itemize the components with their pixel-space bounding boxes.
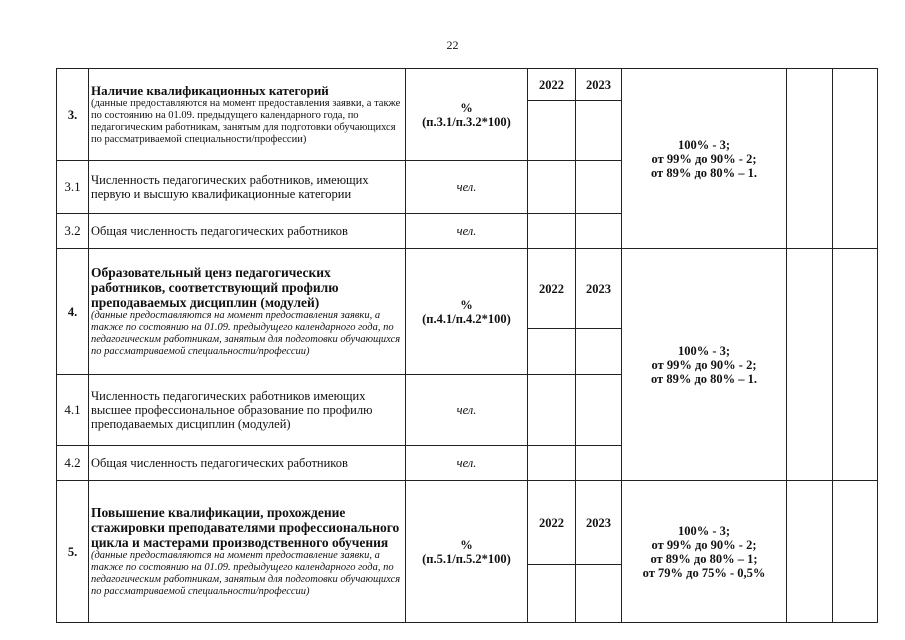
indicator-cell	[89, 69, 406, 161]
unit-cell	[406, 249, 528, 375]
empty-cell	[833, 481, 878, 623]
empty-cell	[787, 69, 833, 249]
unit-symbol: %	[460, 297, 473, 312]
criteria-line: 100% - 3;	[677, 523, 731, 538]
criteria-table	[56, 68, 878, 623]
page-number: 22	[446, 38, 459, 52]
value-cell	[576, 329, 622, 375]
indicator-cell	[89, 249, 406, 375]
value-cell	[576, 565, 622, 623]
criteria-line: от 99% до 90% - 2;	[651, 151, 757, 166]
empty-cell	[787, 481, 833, 623]
criteria-line: 100% - 3;	[677, 343, 731, 358]
row-number: 4.2	[57, 446, 89, 481]
value-cell	[528, 565, 576, 623]
value-cell	[576, 446, 622, 481]
row-number: 5.	[57, 481, 89, 623]
unit-cell: чел.	[406, 161, 528, 214]
indicator-title: Образовательный ценз педагогических работников, соответствующий профилю преподаваемых дисциплин (модулей)	[91, 265, 339, 310]
indicator-title: Наличие квалификационных категорий	[91, 83, 329, 98]
criteria-cell	[622, 249, 787, 481]
criteria-cell	[622, 481, 787, 623]
row-number: 4.	[57, 249, 89, 375]
unit-symbol: %	[460, 100, 473, 115]
value-cell	[576, 161, 622, 214]
unit-formula: (п.5.1/п.5.2*100)	[422, 551, 511, 566]
indicator-note: (данные предоставляются на момент предоставления заявки, а также по состоянию на 01.09. предыдущего календарного года, по педагогическим работникам, занятым для подготовки обучающихся по рассматриваемой специальности/профессии)	[91, 98, 401, 145]
empty-cell	[787, 249, 833, 481]
unit-formula: (п.4.1/п.4.2*100)	[422, 311, 511, 326]
value-cell	[528, 446, 576, 481]
year-cell: 2023	[576, 481, 622, 565]
row-number: 3.1	[57, 161, 89, 214]
value-cell	[576, 375, 622, 446]
row-number: 3.	[57, 69, 89, 161]
value-cell	[528, 101, 576, 161]
criteria-line: от 89% до 80% – 1.	[650, 165, 758, 180]
unit-cell: чел.	[406, 446, 528, 481]
table-row	[57, 69, 878, 101]
unit-cell	[406, 69, 528, 161]
year-cell: 2022	[528, 69, 576, 101]
value-cell	[576, 214, 622, 249]
unit-formula: (п.3.1/п.3.2*100)	[422, 114, 511, 129]
sub-indicator: Численность педагогических работников, имеющих первую и высшую квалификационные категории	[89, 161, 406, 214]
criteria-line: от 99% до 90% - 2;	[651, 357, 757, 372]
criteria-line: 100% - 3;	[677, 137, 731, 152]
row-number: 4.1	[57, 375, 89, 446]
unit-cell	[406, 481, 528, 623]
year-cell: 2023	[576, 69, 622, 101]
empty-cell	[833, 249, 878, 481]
value-cell	[528, 161, 576, 214]
table-row	[57, 249, 878, 329]
value-cell	[528, 329, 576, 375]
sub-indicator: Численность педагогических работников имеющих высшее профессиональное образование по профилю преподаваемых дисциплин (модулей)	[89, 375, 406, 446]
row-number: 3.2	[57, 214, 89, 249]
criteria-line: от 99% до 90% - 2;	[651, 537, 757, 552]
value-cell	[528, 214, 576, 249]
indicator-note: (данные предоставляются на момент предоставления заявки, а также по состоянию на 01.09. предыдущего календарного года, по педагогическим работникам, занятым для подготовки обучающихся по рассматриваемой специальности/профессии)	[91, 310, 401, 357]
criteria-cell	[622, 69, 787, 249]
value-cell	[576, 101, 622, 161]
indicator-title: Повышение квалификации, прохождение стажировки преподавателями профессионального цикла и мастерами производственного обучения	[91, 505, 400, 550]
table-row	[57, 481, 878, 565]
year-cell: 2022	[528, 249, 576, 329]
criteria-line: от 89% до 80% – 1.	[650, 371, 758, 386]
criteria-line: от 89% до 80% – 1;	[650, 551, 758, 566]
value-cell	[528, 375, 576, 446]
indicator-cell	[89, 481, 406, 623]
sub-indicator: Общая численность педагогических работников	[89, 214, 406, 249]
criteria-line: от 79% до 75% - 0,5%	[642, 565, 766, 580]
empty-cell	[833, 69, 878, 249]
indicator-note: (данные предоставляются на момент предоставление заявки, а также по состоянию на 01.09. предыдущего календарного года, по педагогическим работникам, занятым для подготовки обучающихся по рассматриваемой специальности/профессии)	[91, 550, 401, 597]
sub-indicator: Общая численность педагогических работников	[89, 446, 406, 481]
unit-cell: чел.	[406, 375, 528, 446]
unit-cell: чел.	[406, 214, 528, 249]
unit-symbol: %	[460, 537, 473, 552]
year-cell: 2022	[528, 481, 576, 565]
year-cell: 2023	[576, 249, 622, 329]
